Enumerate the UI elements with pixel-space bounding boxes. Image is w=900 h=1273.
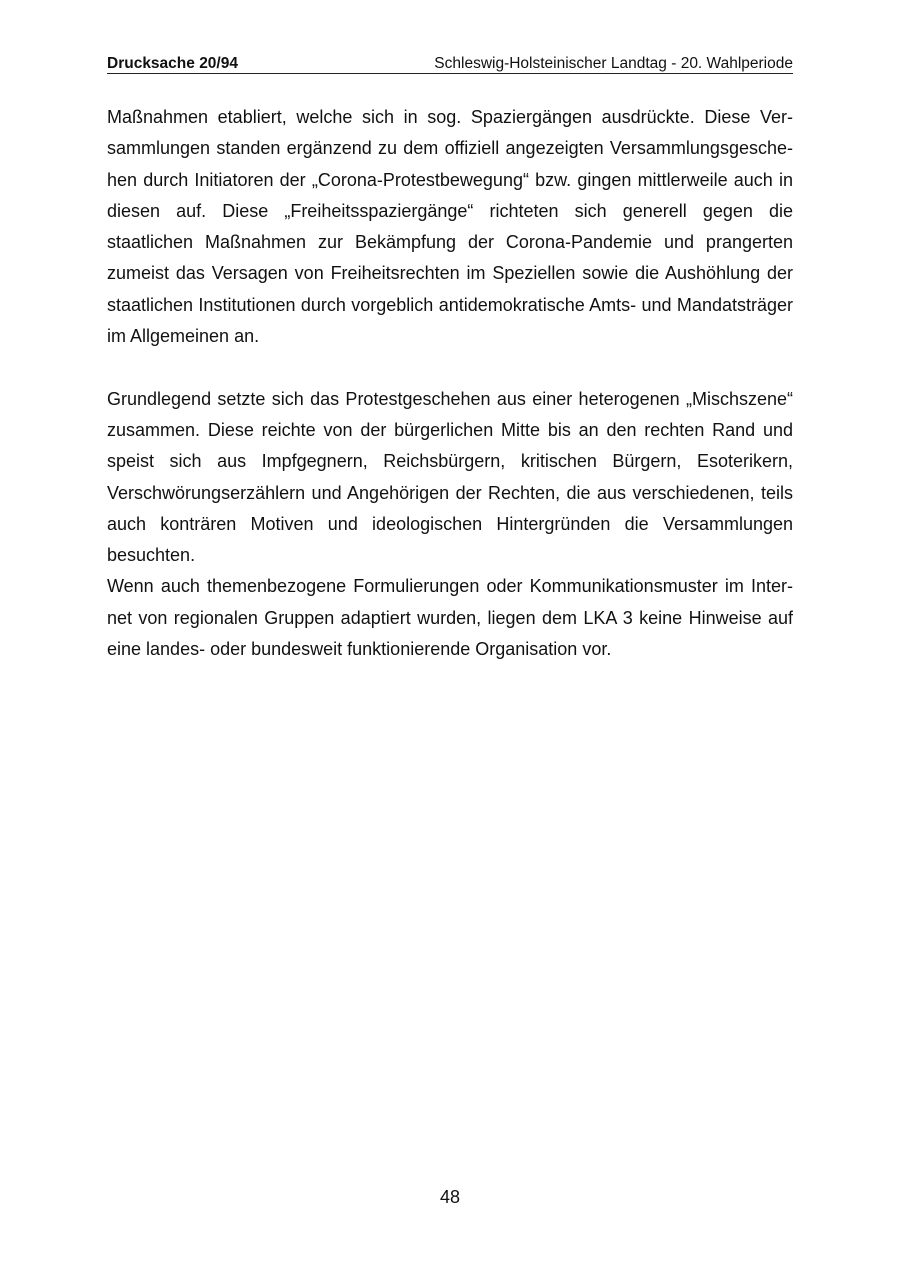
- page-header: [107, 55, 793, 74]
- paragraph-1: Maßnahmen etabliert, welche sich in sog. Spaziergängen ausdrückte. Diese Versammlungen standen ergänzend zu dem offiziell angezeigten Versammlungsgeschehen durch Initiatoren der „Corona-Protestbewegung“ bzw. gingen mittlerweile auch in diesen auf. Diese „Freiheitsspaziergänge“ richteten sich generell gegen die staatlichen Maßnahmen zur Bekämpfung der Corona-Pandemie und prangerten zumeist das Versagen von Freiheitsrechten im Speziellen sowie die Aushöhlung der staatlichen Institutionen durch vorgeblich antidemokratische Amts- und Mandatsträger im Allgemeinen an.: [107, 107, 793, 347]
- paragraph-3: Wenn auch themenbezogene Formulierungen oder Kommunikationsmuster im Internet von regionalen Gruppen adaptiert wurden, liegen dem LKA 3 keine Hinweise auf eine landes- oder bundesweit funktionierende Organisation vor.: [107, 576, 793, 660]
- page-number: 48: [439, 1187, 461, 1207]
- paragraph-gap: [107, 352, 793, 383]
- document-number: Drucksache 20/94: [107, 55, 238, 72]
- body-text: [107, 102, 793, 665]
- paragraph-2: Grundlegend setzte sich das Protestgeschehen aus einer heterogenen „Mischszene“ zusammen. Diese reichte von der bürgerlichen Mitte bis an den rechten Rand und speist sich aus Impfgegnern, Reichsbürgern, kritischen Bürgern, Esoterikern, Verschwörungserzählern und Angehörigen der Rechten, die aus verschiedenen, teils auch konträren Motiven und ideologischen Hintergründen die Versammlungen besuchten.: [107, 388, 793, 566]
- parliament-title: Schleswig-Holsteinischer Landtag - 20. Wahlperiode: [434, 55, 793, 72]
